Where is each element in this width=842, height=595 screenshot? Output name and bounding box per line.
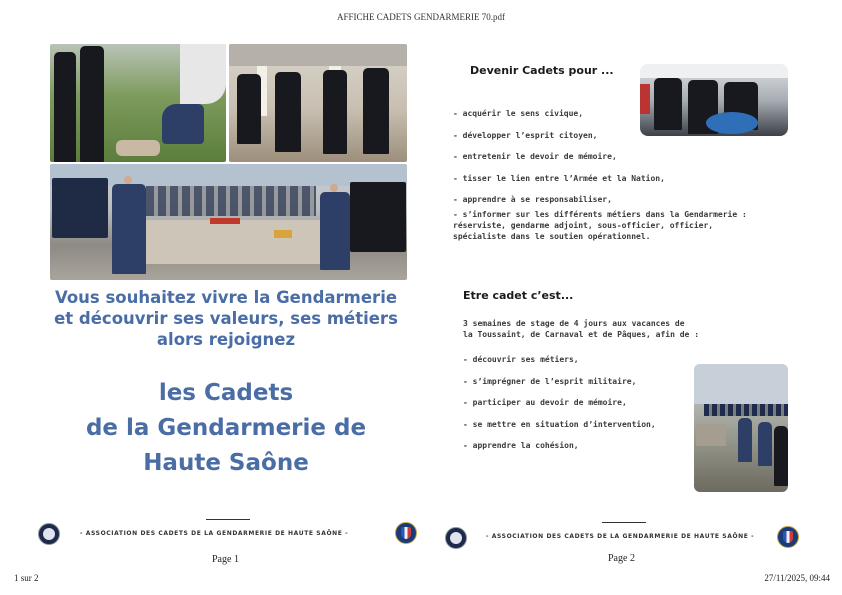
page-counter: 1 sur 2 [14, 573, 39, 583]
list-item: - se mettre en situation d’intervention, [463, 419, 656, 429]
association-logo-icon [38, 523, 60, 545]
page2-association-footer: - ASSOCIATION DES CADETS DE LA GENDARMERIE DE HAUTE SAÔNE - [486, 533, 755, 540]
title-line: Haute Saône [143, 450, 309, 476]
section-devenir-list [453, 103, 793, 211]
section-devenir-title: Devenir Cadets pour ... [470, 64, 614, 77]
headline-line: Vous souhaitez vivre la Gendarmerie [54, 288, 398, 307]
list-item: - tisser le lien entre l’Armée et la Nation, [453, 173, 665, 183]
page1-label: Page 1 [212, 554, 239, 565]
photo-memorial-ceremony [50, 164, 407, 280]
association-logo-icon [445, 527, 467, 549]
page1-association-footer: - ASSOCIATION DES CADETS DE LA GENDARMERIE DE HAUTE SAÔNE - [80, 530, 349, 537]
section-devenir-metiers [453, 209, 803, 242]
list-item-continuation: spécialiste dans le soutien opérationnel. [453, 232, 651, 241]
photo-shooting-range [229, 44, 407, 162]
list-item: - acquérir le sens civique, [453, 109, 584, 118]
list-item: - apprendre la cohésion, [463, 441, 579, 451]
divider [206, 519, 250, 520]
list-item: - entretenir le devoir de mémoire, [453, 152, 617, 162]
intro-line: 3 semaines de stage de 4 jours aux vacances de [463, 319, 685, 328]
divider [602, 522, 646, 523]
print-timestamp: 27/11/2025, 09:44 [764, 573, 830, 583]
headline-line: alors rejoignez [156, 330, 296, 349]
list-item: - développer l’esprit citoyen, [453, 130, 598, 140]
section-etre-title: Etre cadet c’est... [463, 289, 574, 302]
title-line: de la Gendarmerie de [85, 415, 367, 441]
page2-label: Page 2 [608, 553, 635, 564]
gendarmerie-crest-icon [777, 526, 799, 548]
list-item: - participer au devoir de mémoire, [463, 398, 627, 408]
title-line: les Cadets [158, 380, 294, 406]
photo-first-aid-training [50, 44, 226, 162]
intro-line: la Toussaint, de Carnaval et de Pâques, afin de : [463, 330, 700, 339]
list-item: - apprendre à se responsabiliser, [453, 195, 612, 205]
headline-line: et découvrir ses valeurs, ses métiers [54, 309, 398, 328]
photo-cadets-memorial [694, 364, 788, 492]
section-etre-intro [463, 318, 753, 340]
document-title: AFFICHE CADETS GENDARMERIE 70.pdf [336, 12, 505, 22]
list-item: - découvrir ses métiers, [463, 355, 579, 364]
page1-headline [40, 287, 412, 350]
page1-title [40, 376, 412, 481]
list-item-continuation: réserviste, gendarme adjoint, sous-officier, officier, [453, 221, 714, 230]
section-etre-list [463, 349, 691, 457]
list-item: - s’imprégner de l’esprit militaire, [463, 376, 637, 386]
list-item: - s’informer sur les différents métiers dans la Gendarmerie : [453, 210, 747, 219]
gendarmerie-crest-icon [395, 522, 417, 544]
